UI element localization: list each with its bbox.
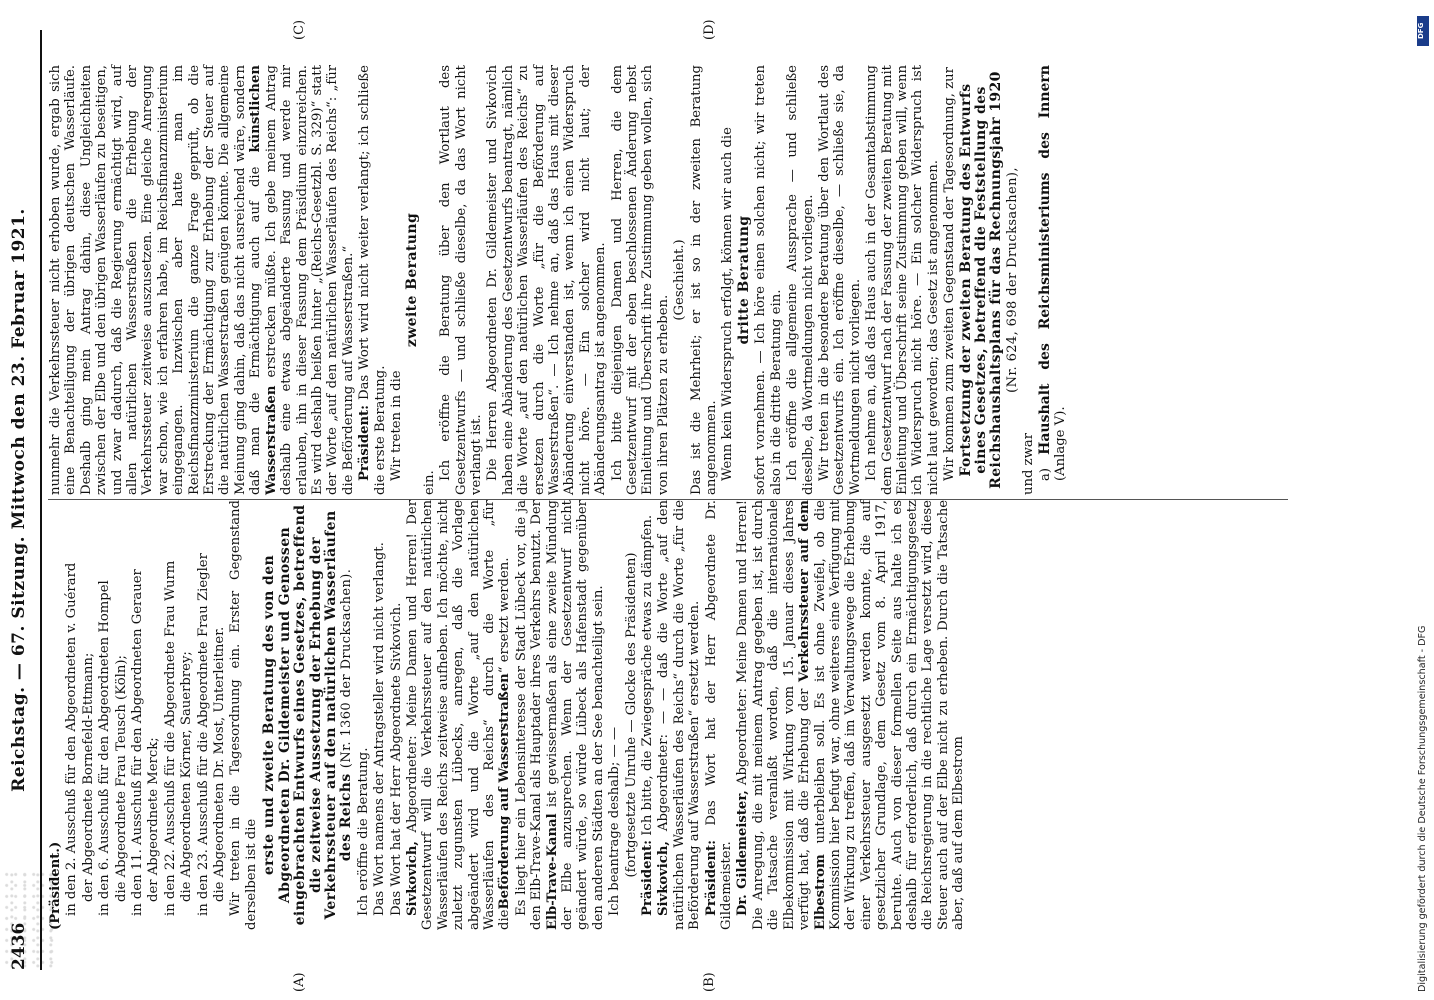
subitem-letter: a) xyxy=(1037,467,1053,481)
speech-paragraph xyxy=(735,500,966,930)
speech-text: “ ersetzt werden. xyxy=(497,557,513,674)
speaker-name: Präsident: xyxy=(357,404,373,481)
speech-paragraph xyxy=(357,65,388,495)
paragraph: Wenn kein Widerspruch erfolgt, können wir auch die xyxy=(720,127,736,481)
speech-emphasis: Elb-Trave-Kanal xyxy=(544,813,560,930)
running-title: Reichstag. — 67. Sitzung. Mittwoch den 23. Februar 1921. xyxy=(9,208,29,792)
subitem-annex: (Anlage V). xyxy=(1053,406,1068,481)
speech-paragraph xyxy=(405,500,513,930)
left-column xyxy=(48,500,968,930)
speech-text: Ich bitte, die Zwiegespräche etwas zu dämpfen. xyxy=(640,514,656,836)
paragraph: die Abgeordneten Dr. Most, Unterleitner. xyxy=(212,626,228,902)
paragraph: der Abgeordnete Bornefeld-Ettmann; xyxy=(80,652,96,902)
paragraph: in den 22. Ausschuß für die Abgeordnete Frau Wurm xyxy=(162,560,178,916)
paragraph: in den 2. Ausschuß für den Abgeordneten v. Guérard xyxy=(64,562,80,916)
speaker-tag: (Präsident.) xyxy=(48,841,63,930)
agenda-item-heading: erste und zweite Beratung des von den Abgeordneten Dr. Gildemeister und Genossen eingebrachten Entwurfs eines Gesetzes, betreffend die zeitweise Aussetzung der Erhebung der Verkehrssteuer auf den natürlichen Wasserläufen des Reichs xyxy=(261,504,355,926)
digitization-credit xyxy=(1416,8,1430,992)
speech-text: unterbleiben soll. Es ist ohne Zweifel, ob die Kommission hier befugt war, ohne weiteres eine Verfügung mit der Wirkung zu treffen, daß im Verwaltungswege die Erhebung einer Verkehrssteuer ausgesetzt werden konnte, die auf gesetzlicher Grundlage, dem Gesetz vom 8. April 1917, beruhte. Auch von dieser formellen Seite aus halte ich es deshalb für erforderlich, daß durch ein Ermächtigungsgesetz die Reichsregierung in die rechtliche Lage versetzt wird, diese Steuer auch auf der Elbe nicht zu erheben. Durch die Tatsache aber, daß auf dem Elbestrom xyxy=(812,500,967,930)
paragraph: Wir treten in die besondere Beratung über den Wortlaut des Gesetzentwurfs ein. Ich eröffne dieselbe, — schließe sie, da Wortmeldungen nicht vorliegen. xyxy=(816,65,863,495)
rotated-document-page xyxy=(2,0,1402,1000)
subitem-heading: Haushalt des Reichsministeriums des Innern xyxy=(1036,65,1053,455)
speaker-name: Sivkovich, xyxy=(404,840,420,916)
paragraph: Das ist die Mehrheit; er ist so in der zweiten Beratung angenommen. xyxy=(688,65,720,495)
agenda-item-heading: Fortsetzung der zweiten Beratung des Entwurfs eines Gesetzes, betreffend die Feststellung des Reichshaushaltsplans für das Rechnungsjahr 1920 xyxy=(957,71,1005,489)
speech-text: Abgeordneter: — — daß die Worte „auf den natürlichen Wasserläufen des Reichs“ durch die Worte „für die Beförderung auf Wasserstraßen“ ersetzt werden. xyxy=(656,500,703,930)
speech-text: Das Wort hat der Herr Abgeordnete Dr. Gildemeister. xyxy=(703,500,735,930)
paragraph: in den 6. Ausschuß für den Abgeordneten Hompel xyxy=(97,580,113,916)
paragraph: sofort vornehmen. — Ich höre einen solchen nicht; wir treten also in die dritte Beratung ein. xyxy=(753,65,784,495)
paragraph: Wir treten in die xyxy=(388,370,404,481)
speech-text: Es liegt hier ein Lebensinteresse der Stadt Lübeck vor, die ja den Elb-Trave-Kanal als Hauptader ihres Verkehrs benutzt. Der xyxy=(513,500,545,930)
speech-text: ist gewissermaßen als eine zweite Mündung der Elbe anzusprechen. Wenn der Gesetzentwurf nicht geändert würde, so würde Lübeck als Hafenstadt gegenüber den anderen Städten an der See benachteiligt sein. xyxy=(544,500,606,930)
margin-mark-b: (B) xyxy=(702,972,717,992)
paragraph: Wir treten in die Tagesordnung ein. Erster Gegenstand derselben ist die xyxy=(228,500,259,930)
section-heading: zweite Beratung xyxy=(404,212,421,348)
paragraph: Ich eröffne die Beratung. xyxy=(355,747,371,916)
speech-paragraph xyxy=(704,500,735,930)
section-heading: dritte Beratung xyxy=(735,215,752,345)
paragraph: in den 23. Ausschuß für die Abgeordnete Frau Ziegler xyxy=(195,553,211,916)
stage-direction: (Geschieht.) xyxy=(672,239,688,321)
speech-emphasis: Verkehrssteuer auf dem Elbestrom xyxy=(797,500,828,930)
paragraph: Ich eröffne die allgemeine Aussprache — und schließe dieselbe, da Wortmeldungen nicht vorliegen. xyxy=(785,65,816,495)
speech-text: Das Wort wird nicht weiter verlangt; ich schließe die erste Beratung. xyxy=(357,65,388,495)
speech-text: erstrecken müßte. Ich gebe meinem Antrag deshalb eine etwas abgeänderte Fassung und werde mir erlauben, ihn in dieser Fassung dem Präsidium einzureichen. Es wird deshalb heißen hinter „(Reichs-Gesetzbl. S. 329)“ statt der Worte „auf den natürlichen Wasserläufen des Reichs“: „für die Beförderung auf Wasserstraßen.“ xyxy=(263,65,356,495)
paragraph: ein. xyxy=(421,470,437,495)
paragraph: Ich bitte diejenigen Damen und Herren, die dem Gesetzentwurf mit der eben beschlossenen Änderung nebst Einleitung und Überschrift ihre Zustimmung geben wollen, sich von ihren Plätzen zu erheben. xyxy=(609,65,671,495)
speech-paragraph xyxy=(48,65,356,495)
page-header xyxy=(8,30,38,970)
speech-paragraph xyxy=(656,500,702,930)
paragraph: Das Wort namens der Antragsteller wird nicht verlangt. xyxy=(372,542,388,916)
speech-emphasis: künstlichen Wasserstraßen xyxy=(248,65,279,495)
paragraph: der Abgeordnete Merck; xyxy=(146,737,162,902)
speaker-name: Präsident: xyxy=(703,839,719,916)
margin-mark-d: (D) xyxy=(702,19,717,40)
header-rule xyxy=(40,30,42,970)
page-number: 2436 xyxy=(9,922,29,970)
speaker-name: Präsident: xyxy=(640,839,656,916)
speaker-name: Sivkovich, xyxy=(656,840,672,916)
paragraph: Ich nehme an, daß das Haus auch in der Gesamtabstimmung dem Gesetzentwurf nach der Fassung der zweiten Beratung mit Einleitung und Überschrift seine Zustimmung geben will, wenn ich Widerspruch nicht höre. — Ein solcher Widerspruch ist nicht laut geworden; das Gesetz ist angenommen. xyxy=(864,65,941,495)
speaker-name: Dr. Gildemeister, xyxy=(735,790,751,916)
paragraph: Wir kommen zum zweiten Gegenstand der Tagesordnung, zur xyxy=(942,67,958,481)
paragraph: Ich eröffne die Beratung über den Wortlaut des Gesetzentwurfs — und schließe dieselbe, da das Wort nicht verlangt ist. xyxy=(438,65,484,495)
agenda-item-title xyxy=(262,500,354,930)
paragraph: die Abgeordnete Frau Teusch (Köln); xyxy=(113,655,129,902)
dfg-logo-icon: DFG xyxy=(1417,16,1429,46)
digitization-credit-text: Digitalisierung gefördert durch die Deutsche Forschungsgemeinschaft - DFG xyxy=(1417,625,1428,992)
paragraph: die Abgeordneten Körner, Sauerbrey; xyxy=(179,651,195,902)
margin-mark-a: (A) xyxy=(292,972,307,992)
paragraph: in den 11. Ausschuß für den Abgeordneten Gerauer xyxy=(130,569,146,916)
paragraph: Ich beantrage deshalb; — — xyxy=(607,726,623,916)
paragraph: und zwar xyxy=(1021,432,1037,495)
agenda-item-reference: (Nr. 624, 698 der Drucksachen), xyxy=(1004,167,1020,393)
stage-direction: (fortgesetzte Unruhe — Glocke des Präsidenten) xyxy=(623,552,639,878)
agenda-item-reference: (Nr. 1360 der Drucksachen). xyxy=(339,568,355,769)
agenda-item-title xyxy=(959,65,1021,495)
margin-mark-c: (C) xyxy=(292,19,307,40)
speech-emphasis: Beförderung auf Wasserstraßen xyxy=(497,673,513,910)
paragraph: Die Herren Abgeordneten Dr. Gildemeister und Sivkovich haben eine Abänderung des Gesetzentwurfs beantragt, nämlich die Worte „auf den natürlichen Wasserläufen des Reichs“ zu ersetzen durch die Worte „für die Beförderung auf Wasserstraßen“. — Ich nehme an, daß das Haus mit dieser Abänderung einverstanden ist, wenn ich einen Widerspruch nicht höre. — Ein solcher wird nicht laut; der Abänderungsantrag ist angenommen. xyxy=(485,65,609,495)
speech-paragraph xyxy=(514,500,606,930)
speech-text: nunmehr die Verkehrssteuer nicht erhoben wurde, ergab sich eine Benachteiligung der übrigen deutschen Wasserläufe. Deshalb ging mein Antrag dahin, diese Ungleichheiten zwischen der Elbe und den übrigen Wasserläufen zu beseitigen, und zwar dadurch, daß die Regierung ermächtigt wird, auf allen natürlichen Wasserstraßen die Erhebung der Verkehrssteuer zeitweise auszusetzen. Eine gleiche Anregung war schon, wie ich erfahren habe, im Reichsfinanzministerium eingegangen. Inzwischen aber hatte man im Reichsfinanzministerium die ganze Frage geprüft, ob die Erstreckung der Ermächtigung zur Erhebung der Steuer auf die natürlichen Wasserstraßen genügen könnte. Die allgemeine Meinung ging dahin, daß das nicht ausreichend wäre, sondern daß man die Ermächtigung auch auf die xyxy=(48,65,264,495)
speech-text: Abgeordneter: Meine Damen und Herren! Die Anregung, die mit meinem Antrag gegeben ist, ist durch die Tatsache veranlaßt worden, daß die internationale Elbekommission mit Wirkung vom 15. Januar dieses Jahres verfügt hat, daß die Erhebung der xyxy=(735,500,813,930)
speech-text: Abgeordneter: Meine Damen und Herren! Der Gesetzentwurf will die Verkehrssteuer auf den natürlichen Wasserläufen des Reichs zeitweise aufheben. Ich möchte, nicht zuletzt zugunsten Lübecks, anregen, daß die Vorlage abgeändert wird und die Worte „auf den natürlichen Wasserläufen des Reichs“ durch die Worte „für die xyxy=(404,500,513,930)
right-column xyxy=(48,65,1069,495)
paragraph: Das Wort hat der Herr Abgeordnete Sivkovich. xyxy=(388,602,404,916)
agenda-subitem xyxy=(1038,65,1069,495)
speech-paragraph xyxy=(640,500,655,930)
